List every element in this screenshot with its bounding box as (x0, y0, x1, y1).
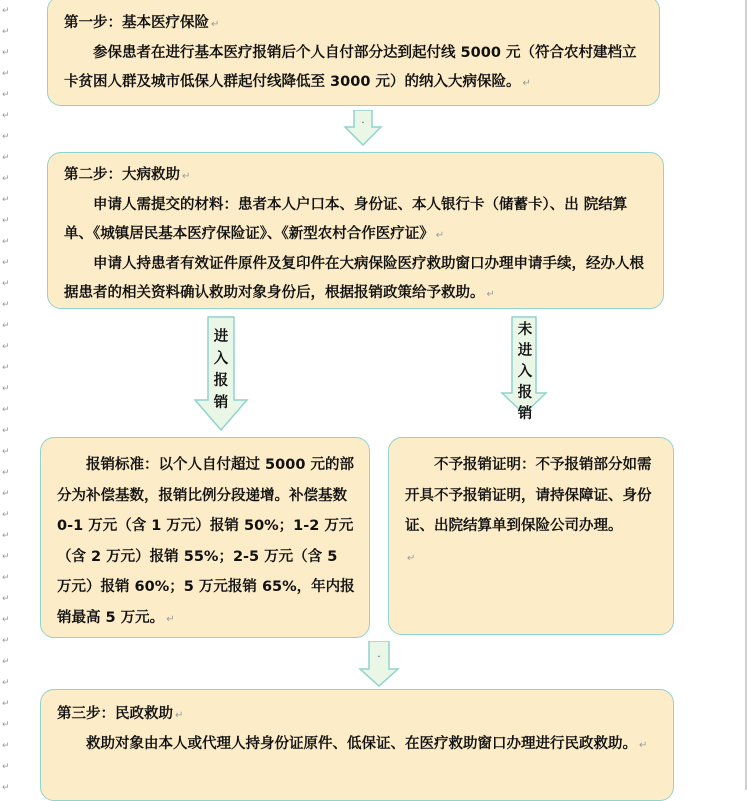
arrow-dot: . (361, 115, 365, 126)
margin-return-mark: ↵ (2, 6, 10, 16)
step3-box (40, 689, 674, 801)
reimburse-standard-text: 报销标准：以个人自付超过 5000 元的部分为补偿基数，报销比例分段递增。补偿基数 0-1 万元（含 1 万元）报销 50%；1-2 万元（含 2 万元）报销 55%；2-5 万元（含 5 万元）报销 60%；5 万元报销 65%，年内报销最高 5 万元。 ↵ (57, 457, 355, 626)
step2-para-materials: 申请人需提交的材料：患者本人户口本、身份证、本人银行卡（储蓄卡）、出 院结算单、《城镇居民基本医疗保险证》、《新型农村合作医疗证》 ↵ (64, 197, 628, 242)
branch-label-char: 销 (517, 406, 533, 422)
margin-return-mark: ↵ (2, 111, 10, 121)
margin-return-mark: ↵ (2, 321, 10, 331)
branch-label-char: 进 (517, 343, 533, 359)
no-reimburse-proof-text: 不予报销证明：不予报销部分如需开具不予报销证明，请持保障证、身份证、出院结算单到保险公司办理。 (405, 457, 652, 534)
step2-para-procedure: 申请人持患者有效证件原件及复印件在大病保险医疗救助窗口办理申请手续，经办人根据患者的相关资料确认救助对象身份后，根据报销政策给予救助。 ↵ (64, 256, 644, 301)
margin-return-mark: ↵ (2, 468, 10, 478)
margin-return-mark: ↵ (2, 48, 10, 58)
step1-box (47, 0, 660, 106)
margin-return-mark: ↵ (2, 237, 10, 247)
svg-text:.: . (377, 649, 381, 660)
down-arrow-3 (358, 641, 400, 687)
margin-return-mark: ↵ (2, 741, 10, 751)
margin-return-mark: ↵ (2, 300, 10, 310)
step3-title: 第三步：民政救助 ↵ (57, 706, 184, 722)
no-reimburse-proof-box: 不予报销证明：不予报销部分如需开具不予报销证明，请持保障证、身份证、出院结算单到保险公司办理。 ↵ (388, 437, 674, 635)
branch-label-no-reimburse (515, 320, 535, 425)
branch-label-char: 进 (213, 329, 229, 345)
margin-return-mark: ↵ (2, 678, 10, 688)
branch-label-char: 未 (517, 322, 533, 338)
step1-title: 第一步：基本医疗保险 ↵ (64, 15, 220, 31)
margin-return-mark: ↵ (2, 132, 10, 142)
branch-label-char: 报 (517, 385, 533, 401)
down-arrow-1 (343, 110, 383, 146)
margin-return-mark: ↵ (2, 594, 10, 604)
margin-return-mark: ↵ (2, 216, 10, 226)
branch-label-char: 入 (517, 364, 533, 380)
branch-label-char: 入 (213, 351, 229, 367)
margin-return-mark: ↵ (2, 342, 10, 352)
margin-return-mark: ↵ (2, 447, 10, 457)
margin-return-mark: ↵ (2, 27, 10, 37)
margin-return-mark: ↵ (2, 426, 10, 436)
margin-return-mark: ↵ (2, 636, 10, 646)
margin-return-mark: ↵ (2, 510, 10, 520)
margin-return-mark: ↵ (2, 174, 10, 184)
margin-return-mark: ↵ (2, 573, 10, 583)
step3-body: 救助对象由本人或代理人持身份证原件、低保证、在医疗救助窗口办理进行民政救助。 ↵ (86, 736, 648, 752)
branch-label-char: 报 (213, 373, 229, 389)
branch-label-char: 销 (213, 395, 229, 411)
margin-return-mark: ↵ (2, 69, 10, 79)
margin-return-mark: ↵ (2, 363, 10, 373)
reimburse-standard-box (40, 437, 370, 638)
margin-paragraph-marks (0, 0, 14, 793)
margin-return-mark: ↵ (2, 762, 10, 772)
branch-label-reimburse (211, 326, 231, 414)
margin-return-mark: ↵ (2, 384, 10, 394)
margin-return-mark: ↵ (2, 90, 10, 100)
margin-return-mark: ↵ (2, 720, 10, 730)
margin-return-mark: ↵ (2, 405, 10, 415)
margin-return-mark: ↵ (2, 489, 10, 499)
margin-return-mark: ↵ (2, 279, 10, 289)
margin-return-mark: ↵ (2, 657, 10, 667)
margin-return-mark: ↵ (2, 615, 10, 625)
step2-box (47, 152, 664, 309)
margin-return-mark: ↵ (2, 783, 10, 793)
margin-return-mark: ↵ (2, 531, 10, 541)
step2-title: 第二步：大病救助 ↵ (64, 167, 191, 183)
margin-return-mark: ↵ (2, 552, 10, 562)
margin-return-mark: ↵ (2, 195, 10, 205)
margin-return-mark: ↵ (2, 153, 10, 163)
margin-return-mark: ↵ (2, 699, 10, 709)
step1-body: 参保患者在进行基本医疗报销后个人自付部分达到起付线 5000 元（符合农村建档立卡贫困人群及城市低保人群起付线降低至 3000 元）的纳入大病保险。 ↵ (64, 45, 637, 90)
margin-return-mark: ↵ (2, 258, 10, 268)
